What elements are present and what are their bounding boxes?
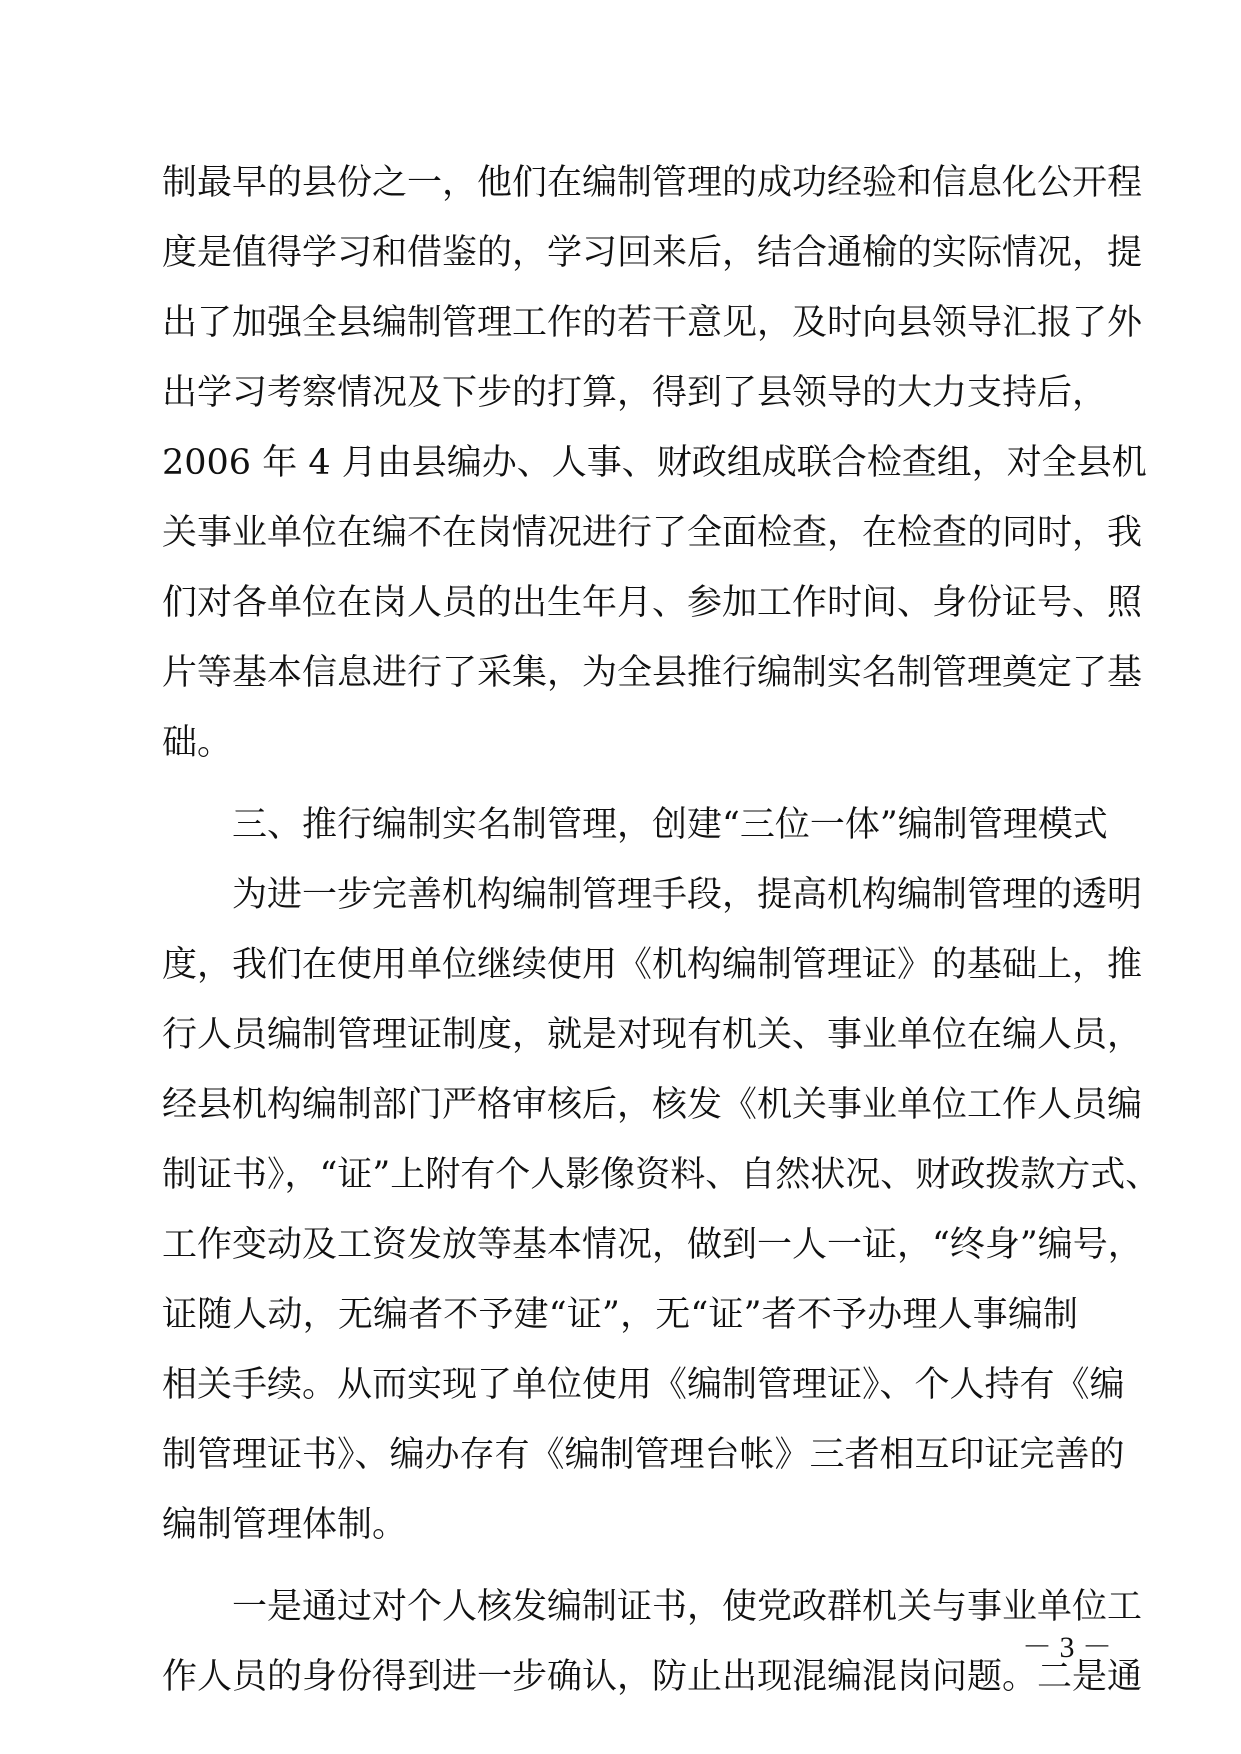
text-line: 行人员编制管理证制度，就是对现有机关、事业单位在编人员，: [162, 1015, 1143, 1055]
text-line: 相关手续。从而实现了单位使用《编制管理证》、个人持有《编: [162, 1365, 1125, 1405]
text-line: 度，我们在使用单位继续使用《机构编制管理证》的基础上，推: [162, 945, 1143, 985]
text-line: 证随人动，无编者不予建“证”，无“证”者不予办理人事编制: [162, 1295, 1078, 1335]
text-line: 编制管理体制。: [162, 1505, 408, 1545]
text-line: 制证书》，“证”上附有个人影像资料、自然状况、财政拨款方式、: [162, 1155, 1161, 1195]
text-line: 一是通过对个人核发编制证书，使党政群机关与事业单位工: [232, 1587, 1143, 1627]
text-line: 工作变动及工资发放等基本情况，做到一人一证，“终身”编号，: [162, 1225, 1143, 1265]
text-line: 片等基本信息进行了采集，为全县推行编制实名制管理奠定了基: [162, 653, 1143, 693]
text-line: 为进一步完善机构编制管理手段，提高机构编制管理的透明: [232, 875, 1143, 915]
text-line: 作人员的身份得到进一步确认，防止出现混编混岗问题。二是通: [162, 1657, 1143, 1697]
text-line: 经县机构编制部门严格审核后，核发《机关事业单位工作人员编: [162, 1085, 1143, 1125]
text-line: 制最早的县份之一，他们在编制管理的成功经验和信息化公开程: [162, 163, 1143, 203]
text-line: 出学习考察情况及下步的打算，得到了县领导的大力支持后，: [162, 373, 1108, 413]
text-line: 制管理证书》、编办存有《编制管理台帐》三者相互印证完善的: [162, 1435, 1125, 1475]
page-number: － 3 －: [1022, 1631, 1112, 1664]
text-line: 出了加强全县编制管理工作的若干意见，及时向县领导汇报了外: [162, 303, 1143, 343]
body-text: [162, 148, 1161, 1712]
text-line: 度是值得学习和借鉴的，学习回来后，结合通榆的实际情况，提: [162, 233, 1143, 273]
section-heading: 三、推行编制实名制管理，创建“三位一体”编制管理模式: [232, 805, 1108, 845]
text-line: 2006 年 4 月由县编办、人事、财政组成联合检查组，对全县机: [162, 443, 1147, 483]
text-line: 关事业单位在编不在岗情况进行了全面检查，在检查的同时，我: [162, 513, 1143, 553]
text-line: 础。: [162, 723, 233, 763]
text-line: 们对各单位在岗人员的出生年月、参加工作时间、身份证号、照: [162, 583, 1143, 623]
